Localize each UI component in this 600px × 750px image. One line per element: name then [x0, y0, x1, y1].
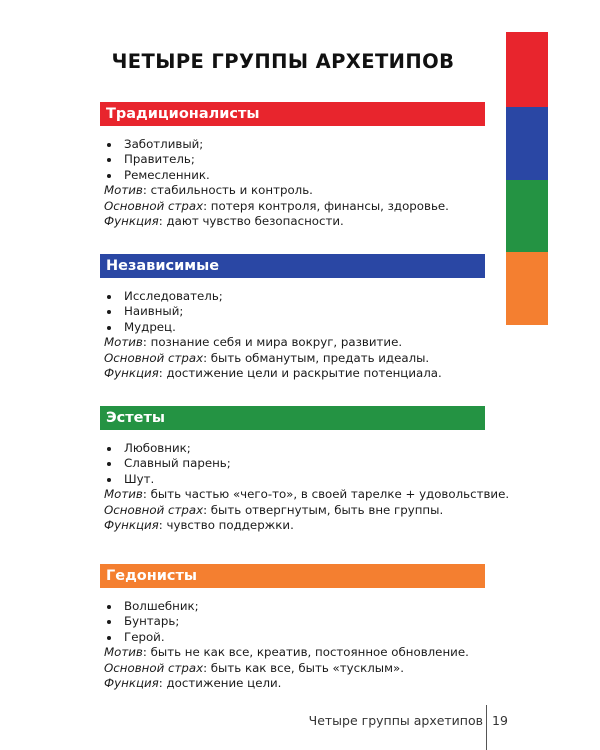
fear-line	[100, 351, 485, 366]
list-item: Заботливый;	[100, 137, 485, 152]
function-label: Функция	[104, 366, 159, 381]
running-footer-title: Четыре группы архетипов	[308, 713, 483, 728]
fear-label: Основной страх	[104, 198, 204, 213]
list-item: Волшебник;	[100, 599, 485, 614]
color-strip-red	[506, 32, 548, 107]
function-line	[100, 366, 485, 381]
function-label: Функция	[104, 214, 159, 229]
fear-label: Основной страх	[104, 660, 204, 675]
color-strip-blue	[506, 107, 548, 180]
section-traditionalists	[100, 102, 485, 229]
fear-label: Основной страх	[104, 350, 204, 365]
fear-line	[100, 503, 485, 518]
section-header: Гедонисты	[100, 564, 485, 588]
fear-line	[100, 199, 485, 214]
section-aesthetes	[100, 406, 510, 533]
motive-text: : стабильность и контроль.	[142, 183, 313, 198]
section-body	[100, 289, 485, 381]
fear-text: : быть как все, быть «тусклым».	[203, 660, 404, 675]
list-item: Исследователь;	[100, 289, 485, 304]
fear-text: : быть отвергнутым, быть вне группы.	[203, 502, 444, 517]
list-item: Любовник;	[100, 441, 485, 456]
section-header: Независимые	[100, 254, 485, 278]
footer-divider	[486, 705, 487, 750]
motive-text: : быть не как все, креатив, постоянное обновление.	[142, 645, 469, 660]
function-line	[100, 518, 485, 533]
list-item: Правитель;	[100, 152, 485, 167]
archetype-list	[100, 137, 485, 183]
section-body	[100, 599, 485, 691]
list-item: Бунтарь;	[100, 614, 485, 629]
list-item: Наивный;	[100, 304, 485, 319]
list-item: Герой.	[100, 630, 485, 645]
motive-line	[100, 487, 510, 502]
page-title: ЧЕТЫРЕ ГРУППЫ АРХЕТИПОВ	[111, 50, 455, 73]
function-text: : достижение цели.	[158, 676, 282, 691]
function-line	[100, 676, 485, 691]
function-text: : дают чувство безопасности.	[158, 214, 344, 229]
section-independents	[100, 254, 485, 381]
list-item: Славный парень;	[100, 456, 485, 471]
page-number: 19	[492, 713, 508, 728]
section-body	[100, 441, 510, 533]
archetype-list	[100, 289, 485, 335]
fear-text: : потеря контроля, финансы, здоровье.	[203, 198, 449, 213]
function-label: Функция	[104, 518, 159, 533]
function-line	[100, 214, 485, 229]
motive-label: Мотив	[104, 335, 143, 350]
section-hedonists	[100, 564, 485, 691]
motive-label: Мотив	[104, 183, 143, 198]
motive-text: : познание себя и мира вокруг, развитие.	[142, 335, 403, 350]
fear-line	[100, 661, 485, 676]
motive-label: Мотив	[104, 487, 143, 502]
motive-text: : быть частью «чего-то», в своей тарелке + удовольствие.	[142, 487, 510, 502]
motive-line	[100, 645, 485, 660]
motive-line	[100, 335, 485, 350]
fear-label: Основной страх	[104, 502, 204, 517]
function-text: : достижение цели и раскрытие потенциала.	[158, 366, 442, 381]
list-item: Мудрец.	[100, 320, 485, 335]
section-header: Традиционалисты	[100, 102, 485, 126]
function-text: : чувство поддержки.	[158, 518, 294, 533]
section-body	[100, 137, 485, 229]
list-item: Ремесленник.	[100, 168, 485, 183]
motive-line	[100, 183, 485, 198]
color-strip-orange	[506, 252, 548, 325]
list-item: Шут.	[100, 472, 485, 487]
archetype-list	[100, 441, 485, 487]
section-header: Эстеты	[100, 406, 485, 430]
motive-label: Мотив	[104, 645, 143, 660]
archetype-list	[100, 599, 485, 645]
function-label: Функция	[104, 676, 159, 691]
fear-text: : быть обманутым, предать идеалы.	[203, 350, 430, 365]
color-strip-green	[506, 180, 548, 252]
